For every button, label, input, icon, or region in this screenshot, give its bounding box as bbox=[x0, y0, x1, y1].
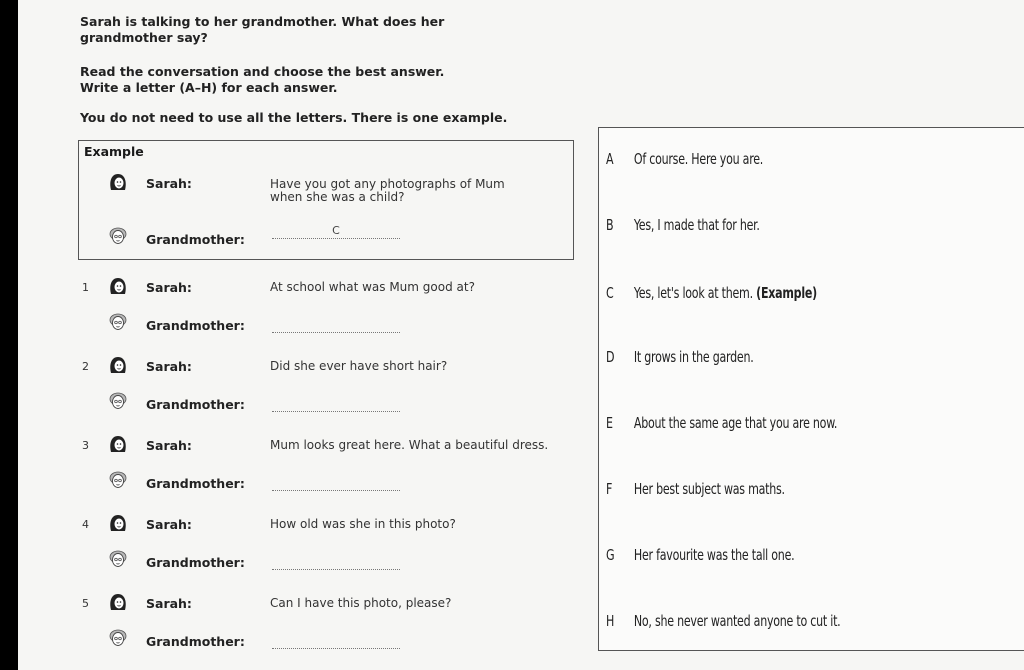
option-letter: G bbox=[606, 546, 615, 564]
question-text: Can I have this photo, please? bbox=[270, 596, 452, 610]
option-text: Yes, let's look at them. bbox=[633, 284, 753, 302]
sarah-face-icon bbox=[108, 434, 128, 454]
example-sarah-line-1: Have you got any photographs of Mum bbox=[270, 177, 505, 191]
grandmother-face-icon bbox=[108, 470, 128, 490]
option-item bbox=[606, 150, 763, 168]
option-item bbox=[606, 612, 840, 630]
question-sarah-label: Sarah: bbox=[146, 438, 192, 453]
question-grandmother-label: Grandmother: bbox=[146, 476, 245, 491]
question-grandmother-label: Grandmother: bbox=[146, 555, 245, 570]
option-item bbox=[606, 216, 760, 234]
example-grandmother-label: Grandmother: bbox=[146, 232, 245, 247]
question-text: Did she ever have short hair? bbox=[270, 359, 448, 373]
question-grandmother-label: Grandmother: bbox=[146, 318, 245, 333]
option-text: Yes, I made that for her. bbox=[633, 216, 760, 234]
worksheet bbox=[18, 0, 1024, 670]
sarah-face-icon bbox=[108, 172, 128, 192]
example-sarah-line-2: when she was a child? bbox=[270, 190, 405, 204]
question-sarah-label: Sarah: bbox=[146, 517, 192, 532]
answer-blank[interactable] bbox=[272, 555, 400, 570]
grandmother-face-icon bbox=[108, 391, 128, 411]
question-grandmother-label: Grandmother: bbox=[146, 634, 245, 649]
option-item bbox=[606, 284, 817, 302]
example-sarah-label: Sarah: bbox=[146, 176, 192, 191]
option-item bbox=[606, 414, 837, 432]
option-text: It grows in the garden. bbox=[633, 348, 754, 366]
question-number: 1 bbox=[82, 281, 89, 294]
option-letter: B bbox=[606, 216, 614, 234]
question-sarah-label: Sarah: bbox=[146, 596, 192, 611]
instruction-line-1: Sarah is talking to her grandmother. What does her bbox=[80, 14, 445, 29]
question-text: Mum looks great here. What a beautiful dress. bbox=[270, 438, 549, 452]
question-number: 2 bbox=[82, 360, 89, 373]
instruction-line-5: You do not need to use all the letters. There is one example. bbox=[80, 110, 508, 125]
question-text: How old was she in this photo? bbox=[270, 517, 456, 531]
sarah-face-icon bbox=[108, 592, 128, 612]
option-item bbox=[606, 348, 754, 366]
question-sarah-label: Sarah: bbox=[146, 359, 192, 374]
option-text: Of course. Here you are. bbox=[633, 150, 764, 168]
instruction-line-2: grandmother say? bbox=[80, 30, 208, 45]
option-text: No, she never wanted anyone to cut it. bbox=[633, 612, 841, 630]
option-text: Her favourite was the tall one. bbox=[633, 546, 795, 564]
option-text: Her best subject was maths. bbox=[633, 480, 785, 498]
option-text: About the same age that you are now. bbox=[633, 414, 838, 432]
answer-blank[interactable] bbox=[272, 634, 400, 649]
option-letter: D bbox=[606, 348, 615, 366]
grandmother-face-icon bbox=[108, 549, 128, 569]
question-number: 5 bbox=[82, 597, 89, 610]
sarah-face-icon bbox=[108, 276, 128, 296]
option-item bbox=[606, 480, 785, 498]
question-sarah-label: Sarah: bbox=[146, 280, 192, 295]
question-grandmother-label: Grandmother: bbox=[146, 397, 245, 412]
option-letter: C bbox=[606, 284, 614, 302]
question-text: At school what was Mum good at? bbox=[270, 280, 475, 294]
question-number: 4 bbox=[82, 518, 89, 531]
sarah-face-icon bbox=[108, 355, 128, 375]
answer-blank[interactable] bbox=[272, 476, 400, 491]
grandmother-face-icon bbox=[108, 628, 128, 648]
option-letter: F bbox=[606, 480, 613, 498]
example-answer: C bbox=[272, 224, 400, 239]
option-item bbox=[606, 546, 794, 564]
options-box bbox=[598, 127, 1024, 651]
option-letter: E bbox=[606, 414, 613, 432]
answer-blank[interactable] bbox=[272, 318, 400, 333]
grandmother-face-icon bbox=[108, 312, 128, 332]
option-letter: H bbox=[606, 612, 615, 630]
grandmother-face-icon bbox=[108, 226, 128, 246]
answer-blank[interactable] bbox=[272, 397, 400, 412]
question-number: 3 bbox=[82, 439, 89, 452]
sarah-face-icon bbox=[108, 513, 128, 533]
option-note: (Example) bbox=[756, 284, 817, 302]
instruction-line-4: Write a letter (A–H) for each answer. bbox=[80, 80, 338, 95]
example-title: Example bbox=[84, 144, 144, 159]
option-letter: A bbox=[606, 150, 614, 168]
instruction-line-3: Read the conversation and choose the best answer. bbox=[80, 64, 445, 79]
